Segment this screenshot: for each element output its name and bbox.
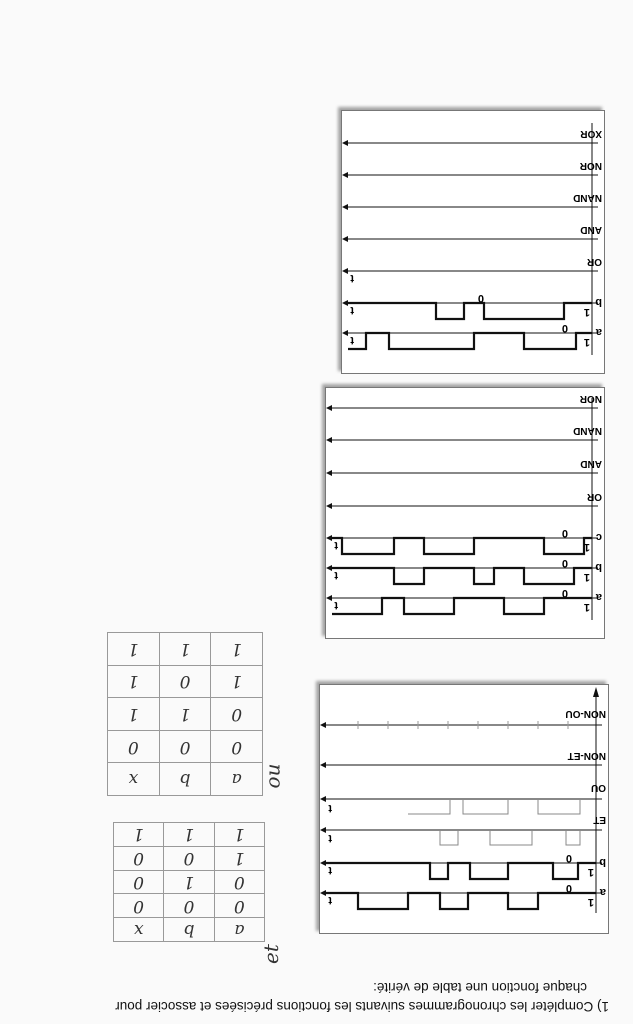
signal-c-waveform — [332, 538, 592, 554]
p2-label-or: OR — [587, 491, 602, 502]
p3-time-a: t — [350, 334, 354, 346]
p3-mark-2: 0 — [561, 322, 568, 334]
p1-label-a: a — [599, 886, 606, 898]
cell: 1 — [211, 665, 263, 698]
cell: 1 — [211, 633, 263, 666]
cell: 1 — [159, 698, 211, 731]
p1-mark-1: 1 — [587, 896, 594, 908]
p3-label-and: AND — [580, 224, 602, 235]
instruction-line-1: 1) Compléter les chronogrammes suivants les fonctions précisées et associer pour — [115, 999, 609, 1014]
signal-a-waveform — [326, 893, 596, 909]
instruction-line-2: chaque fonction une table de vérité: — [373, 980, 587, 995]
chronogram-panel-3 — [341, 110, 605, 374]
cell: 0 — [159, 730, 211, 763]
p3-label-b: b — [595, 296, 602, 308]
cell: 1 — [159, 633, 211, 666]
cell: 0 — [108, 730, 160, 763]
cell: 0 — [164, 846, 214, 870]
cell: 1 — [164, 870, 214, 894]
p1-time-label: t — [328, 894, 332, 906]
p1-time-label-b: t — [328, 864, 332, 876]
p1-label-b: b — [599, 856, 606, 868]
cell: 0 — [114, 846, 164, 870]
truth-table-ou — [107, 632, 263, 796]
p2-label-and: AND — [580, 458, 602, 469]
cell: b — [164, 918, 214, 942]
p2-mark-2: 0 — [561, 587, 568, 599]
cell: 0 — [211, 698, 263, 731]
p2-label-nor: NOR — [579, 393, 602, 404]
exercise-instruction — [9, 978, 609, 1016]
p2-time-c: t — [334, 539, 338, 551]
signal-b-waveform — [348, 303, 592, 319]
p1-mark-2: 0 — [565, 882, 572, 894]
p1-label-non-et: NON-ET — [567, 750, 606, 761]
p1-label-non-ou: NON-OU — [565, 708, 606, 719]
cell: 1 — [214, 823, 264, 847]
chronogram-panel-2 — [325, 387, 605, 639]
p3-label-or: OR — [587, 256, 602, 267]
truth-table-et — [113, 822, 265, 942]
ou-answer-sketch — [408, 799, 580, 814]
chronogram-1-svg — [320, 685, 608, 933]
cell: 0 — [211, 730, 263, 763]
p2-mark-4: 0 — [561, 557, 568, 569]
p2-time-b: t — [334, 569, 338, 581]
et-answer-sketch — [440, 830, 580, 845]
cell: 1 — [108, 665, 160, 698]
cell: 1 — [108, 698, 160, 731]
p2-label-nand: NAND — [573, 425, 602, 436]
p2-mark-1: 1 — [583, 601, 590, 613]
p2-label-c: c — [595, 531, 602, 543]
cell: 1 — [108, 633, 160, 666]
chronogram-2-svg — [326, 388, 604, 638]
cell: 1 — [114, 823, 164, 847]
cell: 0 — [164, 894, 214, 918]
p3-time-b: t — [350, 304, 354, 316]
p3-mark-1: 1 — [583, 336, 590, 348]
p2-label-a: a — [595, 591, 602, 603]
cell: 0 — [214, 870, 264, 894]
handwritten-label-ou: ou — [260, 763, 285, 789]
p3-mark-4: 0 — [477, 292, 484, 304]
cell: 1 — [214, 846, 264, 870]
cell: a — [214, 918, 264, 942]
cell: x — [114, 918, 164, 942]
p3-label-xor: XOR — [580, 128, 602, 139]
p3-mark-3: 1 — [583, 306, 590, 318]
cell: 0 — [214, 894, 264, 918]
p3-label-nor: NOR — [579, 160, 602, 171]
p1-label-ou: OU — [591, 782, 606, 793]
p1-time-label-et: t — [328, 832, 332, 844]
p2-time-a: t — [334, 599, 338, 611]
p2-mark-3: 1 — [583, 571, 590, 583]
p3-label-nand: NAND — [573, 192, 602, 203]
chronogram-3-svg — [342, 111, 604, 373]
p3-time-or: t — [350, 272, 354, 284]
signal-b-waveform — [326, 863, 596, 879]
axis-arrowheads — [320, 722, 326, 896]
cell: a — [211, 763, 263, 796]
cell: b — [159, 763, 211, 796]
handwritten-label-et: et — [259, 944, 284, 964]
p1-mark-4: 0 — [565, 852, 572, 864]
chronogram-panel-1 — [319, 684, 609, 934]
cell: x — [108, 763, 160, 796]
cell: 1 — [164, 823, 214, 847]
signal-a-waveform — [332, 598, 592, 614]
p2-label-b: b — [595, 561, 602, 573]
signal-b-waveform — [332, 568, 592, 584]
p2-mark-5: 1 — [583, 541, 590, 553]
cell: 0 — [159, 665, 211, 698]
p3-label-a: a — [595, 326, 602, 338]
signal-a-waveform — [348, 333, 592, 349]
cell: 0 — [114, 870, 164, 894]
p2-mark-6: 0 — [561, 527, 568, 539]
p1-label-et: ET — [593, 814, 606, 825]
cell: 0 — [114, 894, 164, 918]
p1-mark-3: 1 — [587, 866, 594, 878]
p1-time-label-ou: t — [328, 802, 332, 814]
